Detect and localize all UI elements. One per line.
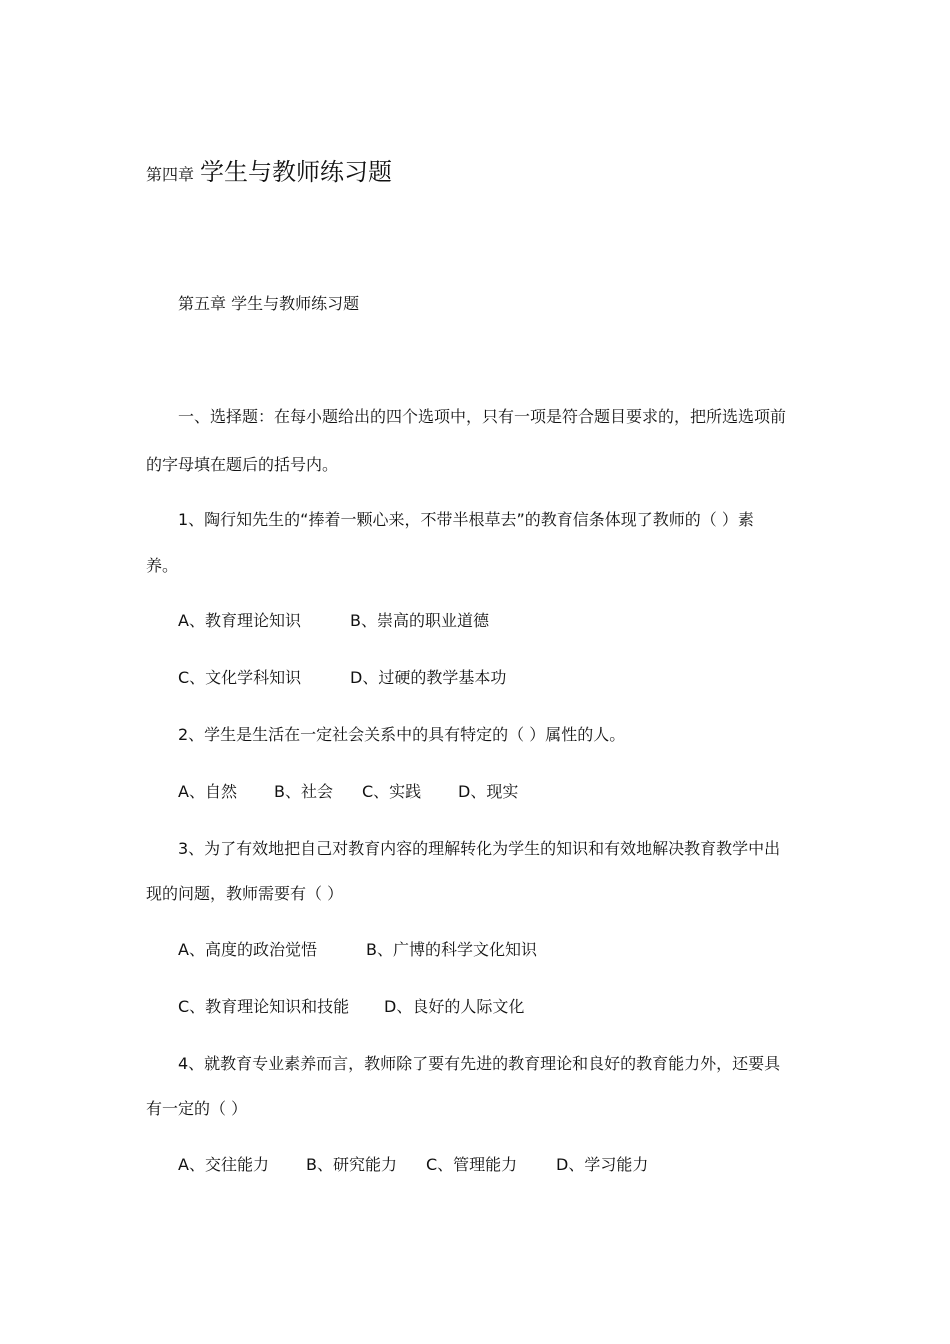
question-1-option-d: D、过硬的教学基本功 <box>350 668 507 687</box>
question-2-line-1: 2、学生是生活在一定社会关系中的具有特定的（ ）属性的人。 <box>178 725 626 744</box>
chapter-heading <box>146 152 392 187</box>
question-2-option-d: D、现实 <box>458 782 519 801</box>
question-1-option-b: B、崇高的职业道德 <box>350 611 489 630</box>
question-1-options-row-1 <box>178 611 489 631</box>
question-4-option-c: C、管理能力 <box>426 1155 518 1174</box>
chapter-heading-prefix: 第四章 <box>146 165 195 184</box>
question-1-line-1: 1、陶行知先生的“捧着一颗心来，不带半根草去”的教育信条体现了教师的（ ）素 <box>178 510 754 529</box>
subtitle: 第五章 学生与教师练习题 <box>178 294 360 313</box>
question-3-option-c: C、教育理论知识和技能 <box>178 997 350 1016</box>
question-4-options <box>178 1155 648 1175</box>
question-4-option-b: B、研究能力 <box>306 1155 397 1174</box>
question-2-option-b: B、社会 <box>274 782 333 801</box>
question-1-option-a: A、教育理论知识 <box>178 611 301 630</box>
question-2-option-a: A、自然 <box>178 782 237 801</box>
question-4-line-1: 4、就教育专业素养而言，教师除了要有先进的教育理论和良好的教育能力外，还要具 <box>178 1054 781 1073</box>
question-1-line-2: 养。 <box>146 556 179 575</box>
question-2-options <box>178 782 518 802</box>
question-1-option-c: C、文化学科知识 <box>178 668 302 687</box>
question-3-option-a: A、高度的政治觉悟 <box>178 940 317 959</box>
question-4-option-d: D、学习能力 <box>556 1155 649 1174</box>
question-3-line-1: 3、为了有效地把自己对教育内容的理解转化为学生的知识和有效地解决教育教学中出 <box>178 839 781 858</box>
question-2-option-c: C、实践 <box>362 782 422 801</box>
instructions-line-2: 的字母填在题后的括号内。 <box>146 455 339 474</box>
question-3-options-row-1 <box>178 940 537 960</box>
question-3-options-row-2 <box>178 997 524 1017</box>
question-4-line-2: 有一定的（ ） <box>146 1099 248 1118</box>
question-1-options-row-2 <box>178 668 506 688</box>
chapter-heading-title: 学生与教师练习题 <box>200 158 393 186</box>
question-3-option-b: B、广博的科学文化知识 <box>366 940 537 959</box>
question-3-option-d: D、良好的人际文化 <box>384 997 525 1016</box>
question-4-option-a: A、交往能力 <box>178 1155 269 1174</box>
instructions-line-1: 一、选择题：在每小题给出的四个选项中，只有一项是符合题目要求的，把所选选项前 <box>178 407 787 426</box>
question-3-line-2: 现的问题，教师需要有（ ） <box>146 884 344 903</box>
